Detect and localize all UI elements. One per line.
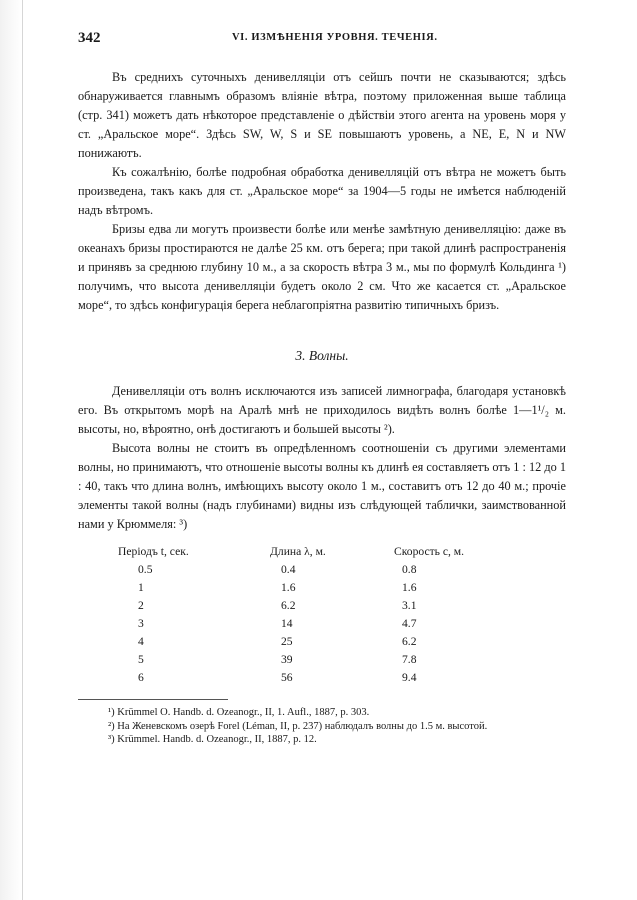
paragraph: Въ среднихъ суточныхъ денивелляціи отъ сейшъ почти не сказываются; здѣсь обнаруживается главнымъ образомъ вліяніе вѣтра, поэтому приложенная выше таблица (стр. 341) можетъ дать нѣкоторое представленіе о дѣйствіи этого агента на уровень моря у ст. „Аральское море“. Здѣсь SW, W, S и SE повышаютъ уровень, а NE, E, N и NW понижаютъ. — [78, 70, 566, 160]
cell-speed: 3.1 — [402, 599, 417, 612]
table-row — [118, 671, 502, 689]
footnote-rule — [78, 699, 228, 700]
column-header-length: Длина λ, м. — [270, 544, 326, 558]
cell-speed: 6.2 — [402, 635, 417, 648]
paragraph: Денивелляціи отъ волнъ исключаются изъ записей лимнографа, благодаря установкѣ его. Въ открытомъ морѣ на Аралѣ мнѣ не приходилось видѣть волнъ болѣе 1—1¹/₂ м. высоты, но, вѣроятно, онѣ достигаютъ и большей высоты ²). — [78, 384, 566, 436]
cell-period: 0.5 — [138, 563, 153, 576]
cell-length: 25 — [281, 635, 293, 648]
table-row — [118, 635, 502, 653]
cell-length: 0.4 — [281, 563, 296, 576]
cell-period: 1 — [138, 581, 144, 594]
cell-length: 39 — [281, 653, 293, 666]
cell-length: 56 — [281, 671, 293, 684]
cell-speed: 1.6 — [402, 581, 417, 594]
table-header-row — [118, 544, 502, 563]
table-row — [118, 599, 502, 617]
running-head: VI. ИЗМѢНЕНІЯ УРОВНЯ. ТЕЧЕНІЯ. — [232, 32, 438, 43]
table-row — [118, 617, 502, 635]
cell-speed: 7.8 — [402, 653, 417, 666]
book-page — [78, 30, 566, 747]
table-row — [118, 581, 502, 599]
column-header-period: Періодъ t, сек. — [118, 544, 189, 558]
paragraph: Къ сожалѣнію, болѣе подробная обработка денивелляцій отъ вѣтра не можетъ быть произведена, такъ какъ для ст. „Аральское море“ за 1904—5 годы не имѣется наблюденій надъ вѣтромъ. — [78, 165, 566, 217]
paragraph: Высота волны не стоитъ въ опредѣленномъ соотношеніи съ другими элементами волны, но принимаютъ, что отношеніе высоты волны къ длинѣ ея составляетъ отъ 1 : 12 до 1 : 40, такъ что длина волнъ, имѣющихъ высоту около 1 м., составитъ отъ 12 до 40 м.; прочіе элементы такой волны (надъ глубинами) видны изъ слѣдующей таблички, заимствованной нами у Крюммеля: ³) — [78, 441, 566, 531]
table-row — [118, 653, 502, 671]
cell-period: 4 — [138, 635, 144, 648]
cell-speed: 9.4 — [402, 671, 417, 684]
page-header — [78, 30, 566, 52]
cell-length: 1.6 — [281, 581, 296, 594]
table-row — [118, 563, 502, 581]
footnote: ²) На Женевскомъ озерѣ Forel (Léman, II, p. 237) наблюдалъ волны до 1.5 м. высотой. — [108, 720, 488, 732]
scan-binding-edge — [0, 0, 23, 900]
cell-length: 14 — [281, 617, 293, 630]
cell-speed: 0.8 — [402, 563, 417, 576]
page-number: 342 — [78, 30, 101, 46]
paragraph: Бризы едва ли могутъ произвести болѣе или менѣе замѣтную денивелляцію: даже въ океанахъ бризы простираются не далѣе 25 км. отъ берега; при такой длинѣ распространенія и принявъ за среднюю глубину 10 м., а за скорость вѣтра 3 м., мы по формулѣ Кольдинга ¹) получимъ, что высота денивелляціи будетъ около 2 см. Что же касается ст. „Аральское море“, то здѣсь конфигурація берега неблагопріятна развитію типичныхъ бризъ. — [78, 222, 566, 312]
wave-table — [118, 544, 502, 689]
cell-speed: 4.7 — [402, 617, 417, 630]
cell-period: 3 — [138, 617, 144, 630]
cell-period: 2 — [138, 599, 144, 612]
cell-length: 6.2 — [281, 599, 296, 612]
column-header-speed: Скорость c, м. — [394, 544, 465, 558]
footnote: ³) Krümmel. Handb. d. Ozeanogr., II, 1887, p. 12. — [108, 734, 317, 745]
cell-period: 6 — [138, 671, 144, 684]
section-title: 3. Волны. — [295, 348, 349, 363]
footnote: ¹) Krümmel O. Handb. d. Ozeanogr., II, 1. Aufl., 1887, p. 303. — [108, 707, 370, 718]
cell-period: 5 — [138, 653, 144, 666]
page-body — [78, 68, 566, 747]
